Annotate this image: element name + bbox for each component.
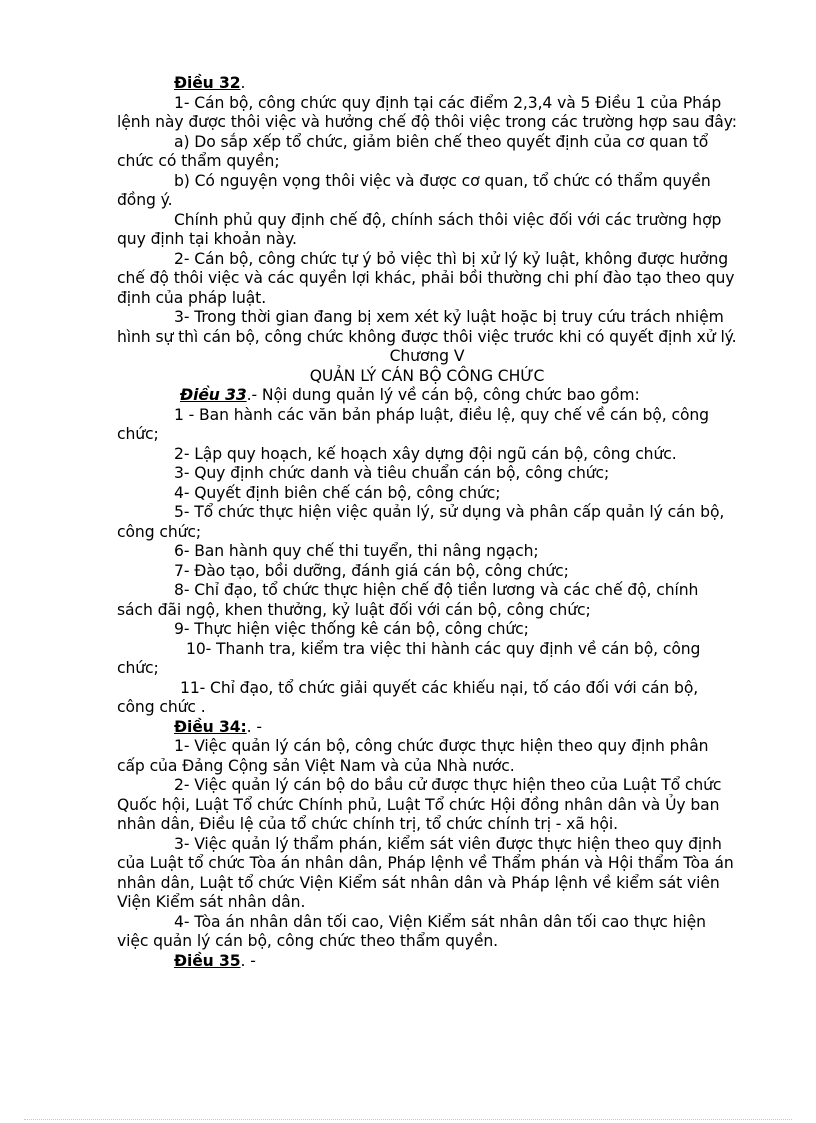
article-33-item-4: 4- Quyết định biên chế cán bộ, công chức; <box>174 483 501 502</box>
article-33-item-3: 3- Quy định chức danh và tiêu chuẩn cán bộ, công chức; <box>174 464 610 482</box>
article-34-paragraph-1: 1- Việc quản lý cán bộ, công chức được thực hiện theo quy định phân cấp của Đảng Cộng sản Việt Nam và của Nhà nước. <box>117 737 709 775</box>
article-34-paragraph-2: 2- Việc quản lý cán bộ do bầu cử được thực hiện theo của Luật Tổ chức Quốc hội, Luật Tổ chức Chính phủ, Luật Tổ chức Hội đồng nhân dân và Ủy ban nhân dân, Điều lệ của tổ chức chính trị, tổ chức chính trị - xã hội. <box>117 776 722 833</box>
article-33-title: Điều 33 <box>180 386 247 404</box>
document-page <box>117 74 737 971</box>
article-32-paragraph-a: a) Do sắp xếp tổ chức, giảm biên chế theo quyết định của cơ quan tổ chức có thẩm quyền; <box>117 132 709 170</box>
article-34-paragraph-3: 3- Việc quản lý thẩm phán, kiểm sát viên được thực hiện theo quy định của Luật tổ chức Tòa án nhân dân, Pháp lệnh về Thẩm phán và Hội thẩm Tòa án nhân dân, Luật tổ chức Viện Kiểm sát nhân dân và Pháp lệnh về kiểm sát viên Viện Kiểm sát nhân dân. <box>117 834 734 911</box>
article-34-title-suffix: . - <box>246 717 262 736</box>
article-33-item-7: 7- Đào tạo, bồi dưỡng, đánh giá cán bộ, công chức; <box>174 561 569 580</box>
article-33-item-5: 5- Tổ chức thực hiện việc quản lý, sử dụng và phân cấp quản lý cán bộ, công chức; <box>117 503 725 541</box>
article-32-paragraph-b: b) Có nguyện vọng thôi việc và được cơ quan, tổ chức có thẩm quyền đồng ý. <box>117 171 711 209</box>
article-35-title-suffix: . - <box>240 951 256 970</box>
article-33-heading <box>117 386 737 406</box>
article-33-item-10: 10- Thanh tra, kiểm tra việc thi hành các quy định về cán bộ, công chức; <box>117 639 701 677</box>
article-32-title-suffix: . <box>240 74 246 92</box>
article-32-heading <box>117 74 737 94</box>
article-33-item-9: 9- Thực hiện việc thống kê cán bộ, công chức; <box>174 620 529 638</box>
article-33-item-1: 1 - Ban hành các văn bản pháp luật, điều lệ, quy chế về cán bộ, công chức; <box>117 405 709 443</box>
article-34-paragraph-4: 4- Tòa án nhân dân tối cao, Viện Kiểm sát nhân dân tối cao thực hiện việc quản lý cán bộ, công chức theo thẩm quyền. <box>117 912 706 950</box>
article-32-paragraph-2: 2- Cán bộ, công chức tự ý bỏ việc thì bị xử lý kỷ luật, không được hưởng chế độ thôi việc và các quyền lợi khác, phải bồi thường chi phí đào tạo theo quy định của pháp luật. <box>117 249 735 307</box>
article-34-title: Điều 34: <box>174 717 247 736</box>
article-34-heading <box>117 718 737 738</box>
page-bottom-divider <box>24 1119 792 1120</box>
article-33-title-suffix: .- Nội dung quản lý về cán bộ, công chức bao gồm: <box>246 386 640 404</box>
article-32-title: Điều 32 <box>174 74 241 92</box>
article-35-heading <box>117 952 737 972</box>
article-32-paragraph-note: Chính phủ quy định chế độ, chính sách thôi việc đối với các trường hợp quy định tại khoản này. <box>117 210 722 248</box>
chapter-title: QUẢN LÝ CÁN BỘ CÔNG CHỨC <box>309 366 545 385</box>
article-33-item-6: 6- Ban hành quy chế thi tuyển, thi nâng ngạch; <box>174 542 539 560</box>
article-32-paragraph-1: 1- Cán bộ, công chức quy định tại các điểm 2,3,4 và 5 Điều 1 của Pháp lệnh này được thôi việc và hưởng chế độ thôi việc trong các trường hợp sau đây: <box>117 93 737 131</box>
article-33-item-11: 11- Chỉ đạo, tổ chức giải quyết các khiếu nại, tố cáo đối với cán bộ, công chức . <box>117 678 699 716</box>
chapter-number: Chương V <box>389 347 465 365</box>
article-32-paragraph-3: 3- Trong thời gian đang bị xem xét kỷ luật hoặc bị truy cứu trách nhiệm hình sự thì cán bộ, công chức không được thôi việc trước khi có quyết định xử lý. <box>117 308 737 346</box>
article-35-title: Điều 35 <box>174 951 241 970</box>
article-33-item-8: 8- Chỉ đạo, tổ chức thực hiện chế độ tiền lương và các chế độ, chính sách đãi ngộ, khen thưởng, kỷ luật đối với cán bộ, công chức; <box>117 581 699 619</box>
article-33-item-2: 2- Lập quy hoạch, kế hoạch xây dựng đội ngũ cán bộ, công chức. <box>174 444 677 463</box>
